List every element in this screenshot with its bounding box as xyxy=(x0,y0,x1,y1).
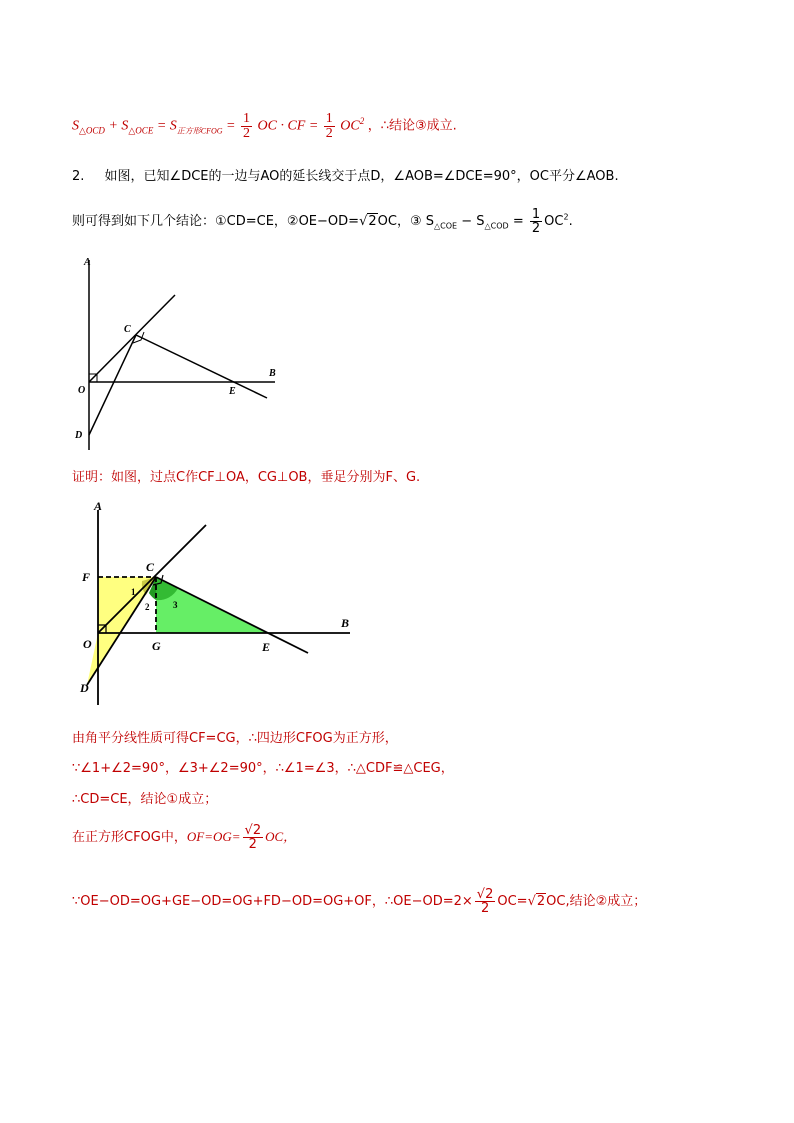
fraction-half-2: $\frac{1}{2}$ xyxy=(325,111,333,141)
label-a-2: A xyxy=(94,499,103,513)
conclusions-mid: OC，③ S xyxy=(377,214,434,229)
label-c: C xyxy=(124,324,131,335)
proof-line-2-text: ∵∠1+∠2=90°，∠3+∠2=90°，∴∠1=∠3，∴△CDF≌△CEG， xyxy=(72,761,454,776)
problem-statement xyxy=(72,165,619,184)
label-a: A xyxy=(84,257,91,268)
conclusion-3-text: ，∴结论③成立. xyxy=(367,118,457,134)
s-cfog: S xyxy=(169,118,177,134)
label-c-2: C xyxy=(146,560,155,574)
conclusions-prefix: 则可得到如下几个结论：①CD=CE，②OE−OD= xyxy=(72,214,360,229)
label-d: D xyxy=(75,430,83,441)
proof-line-4-math: OF=OG= xyxy=(186,829,241,844)
equals-3: = xyxy=(308,118,319,134)
sub-cod: △COD xyxy=(484,221,509,231)
label-b: B xyxy=(269,368,276,379)
angle-label-1: 1 xyxy=(131,587,136,597)
proof-line-3 xyxy=(72,788,217,807)
term-oc-cf: OC · CF xyxy=(257,118,306,134)
problem-number: 2. xyxy=(72,169,85,184)
bisector-oc xyxy=(89,295,175,382)
fraction-sqrt2-over-2-b: $\frac{√2}{2}$ xyxy=(476,887,494,916)
label-e-2: E xyxy=(262,640,271,654)
proof-line-1 xyxy=(72,727,398,746)
plus-sign: + xyxy=(108,118,118,134)
line-dc xyxy=(89,335,136,435)
s-oce: S xyxy=(121,118,129,134)
label-o-2: O xyxy=(83,637,92,651)
sub-coe: △COE xyxy=(434,221,458,231)
proof-intro xyxy=(72,466,420,485)
proof-line-4-end: OC， xyxy=(265,829,297,844)
label-o: O xyxy=(78,385,86,396)
proof-intro-text: 证明：如图，过点C作CF⊥OA，CG⊥OB，垂足分别为F、G. xyxy=(72,470,421,485)
area-equation-line xyxy=(72,112,457,141)
proof-line-4 xyxy=(72,824,296,851)
label-e: E xyxy=(229,386,236,397)
line-ce xyxy=(136,335,267,398)
term-oc-sup: 2 xyxy=(359,116,365,127)
angle-label-2: 2 xyxy=(145,602,150,612)
fraction-half-1: $\frac{1}{2}$ xyxy=(243,111,250,141)
fraction-sqrt2-over-2: $\frac{√2}{2}$ xyxy=(244,823,262,852)
proof-line-5-end: OC,结论②成立； xyxy=(546,894,647,909)
label-d-2: D xyxy=(80,681,89,695)
sqrt-2-b: √2 xyxy=(527,894,546,909)
equals-2: = xyxy=(226,118,236,134)
label-f-2: F xyxy=(82,570,91,584)
figure-1 xyxy=(70,250,290,460)
conclusions-oc: OC xyxy=(544,214,564,229)
term-oc: OC xyxy=(340,118,360,134)
problem-text: 如图，已知∠DCE的一边与AO的延长线交于点D，∠AOB=∠DCE=90°，OC平分∠AOB. xyxy=(104,169,619,184)
equals-1: = xyxy=(156,118,167,134)
conclusions-eq: = xyxy=(508,214,528,229)
proof-line-4-prefix: 在正方形CFOG中， xyxy=(72,830,187,845)
proof-line-5 xyxy=(72,888,646,915)
proof-line-1-text: 由角平分线性质可得CF=CG，∴四边形CFOG为正方形， xyxy=(72,731,398,746)
proof-line-5-mid: OC= xyxy=(497,894,528,909)
s-cfog-sub: 正方形CFOG xyxy=(176,126,223,136)
fraction-half-3: $\frac{1}{2}$ xyxy=(531,207,541,236)
conclusions-period: . xyxy=(568,214,573,229)
label-g-2: G xyxy=(152,639,161,653)
label-b-2: B xyxy=(341,616,350,630)
figure-2 xyxy=(70,495,370,710)
conclusions-oc-sup: 2 xyxy=(563,212,569,222)
proof-line-3-text: ∴CD=CE，结论①成立； xyxy=(72,792,218,807)
s-oce-sub: △OCE xyxy=(128,125,154,136)
s-ocd-sub: △OCD xyxy=(79,125,105,136)
angle-label-3: 3 xyxy=(173,600,178,610)
problem-conclusions xyxy=(72,208,573,235)
sqrt-2: √2 xyxy=(359,214,377,229)
s-ocd: S xyxy=(72,118,79,134)
proof-line-5-prefix: ∵OE−OD=OG+GE−OD=OG+FD−OD=OG+OF，∴OE−OD=2× xyxy=(72,894,473,909)
proof-line-2 xyxy=(72,757,454,776)
minus-s: − S xyxy=(457,214,485,229)
